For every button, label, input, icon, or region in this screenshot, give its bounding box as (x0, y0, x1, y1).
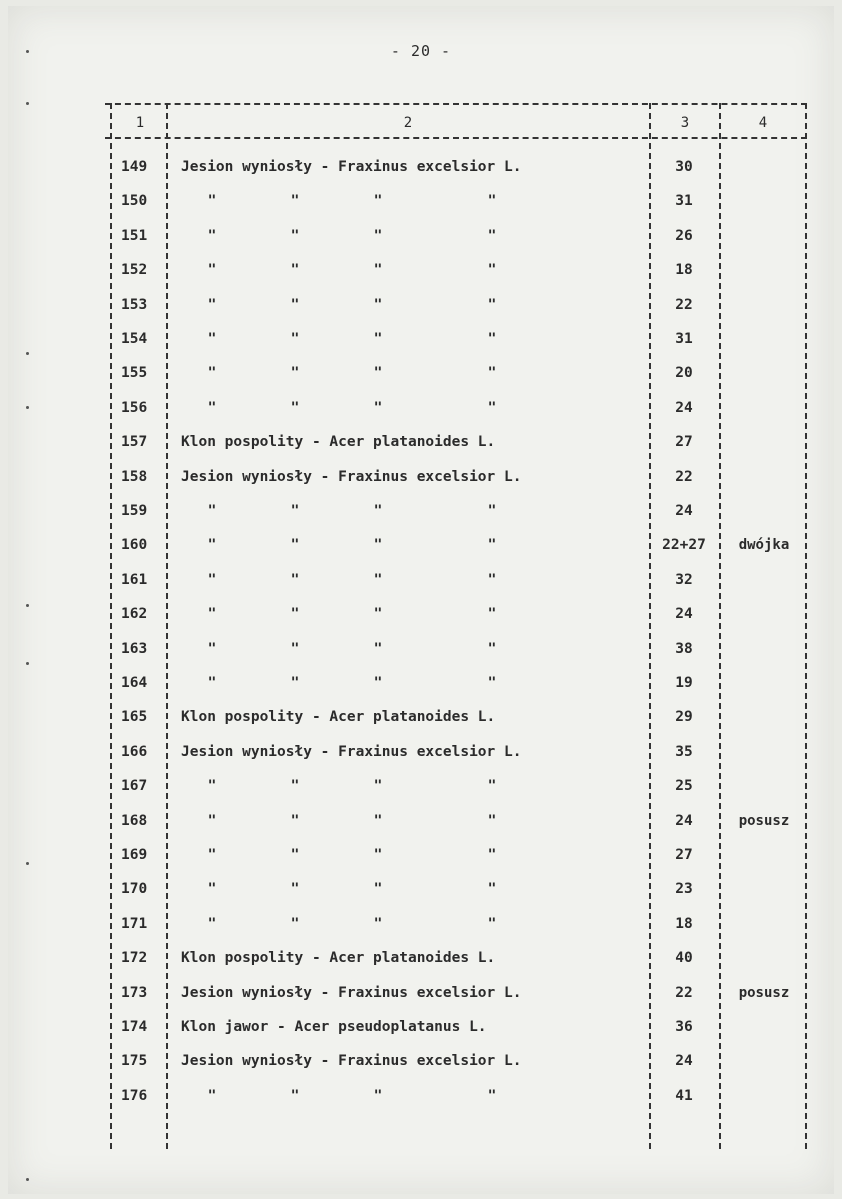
ditto-mark: " (290, 537, 300, 554)
diameter-value: 18 (675, 915, 693, 932)
table-row (105, 185, 807, 219)
ditto-mark: " (207, 365, 217, 382)
row-number: 173 (121, 984, 148, 1001)
ditto-mark: " (373, 262, 383, 279)
ditto-mark: " (207, 778, 217, 795)
table-row (105, 633, 807, 667)
row-number: 154 (121, 331, 148, 347)
ditto-mark: " (487, 331, 497, 347)
document-page (8, 6, 834, 1194)
ditto-mark: " (373, 399, 383, 416)
ditto-mark: " (290, 262, 300, 279)
row-number: 171 (121, 915, 148, 932)
diameter-value: 27 (675, 847, 693, 863)
table-row (105, 564, 807, 598)
ditto-mark: " (207, 331, 217, 347)
table-row (105, 701, 807, 735)
ditto-mark: " (207, 537, 217, 554)
species-name: Jesion wyniosły - Fraxinus excelsior L. (181, 1053, 522, 1070)
diameter-value: 40 (675, 950, 693, 967)
diameter-value: 24 (675, 812, 693, 829)
ditto-mark: " (487, 778, 497, 795)
ditto-mark: " (207, 571, 217, 588)
ditto-mark: " (373, 365, 383, 382)
diameter-value: 31 (675, 193, 693, 210)
diameter-value: 22 (675, 984, 693, 1001)
ditto-mark: " (290, 778, 300, 795)
ditto-mark: " (373, 847, 383, 863)
ditto-mark: " (290, 227, 300, 244)
ditto-mark: " (373, 915, 383, 932)
species-name: Jesion wyniosły - Fraxinus excelsior L. (181, 984, 522, 1001)
diameter-value: 26 (675, 227, 693, 244)
table-row (105, 426, 807, 460)
row-number: 170 (121, 881, 148, 898)
table-row (105, 839, 807, 873)
row-number: 158 (121, 468, 148, 485)
ditto-mark: " (373, 296, 383, 313)
column-header-1: 1 (135, 115, 145, 131)
punch-mark (26, 604, 29, 607)
table-row (105, 942, 807, 976)
ditto-mark: " (290, 503, 300, 519)
ditto-mark: " (487, 537, 497, 554)
ditto-mark: " (207, 296, 217, 313)
ditto-mark: " (487, 881, 497, 898)
species-name: Klon pospolity - Acer platanoides L. (181, 950, 496, 967)
species-name: Jesion wyniosły - Fraxinus excelsior L. (181, 159, 522, 175)
row-number: 174 (121, 1019, 148, 1035)
diameter-value: 38 (675, 640, 693, 657)
column-header-2: 2 (403, 115, 413, 131)
diameter-value: 30 (675, 159, 693, 175)
ditto-mark: " (207, 399, 217, 416)
ditto-mark: " (207, 503, 217, 519)
diameter-value: 24 (675, 399, 693, 416)
table-row (105, 461, 807, 495)
ditto-mark: " (207, 640, 217, 657)
ditto-mark: " (487, 365, 497, 382)
column-header-3: 3 (680, 115, 690, 131)
ditto-mark: " (290, 365, 300, 382)
ditto-mark: " (290, 193, 300, 210)
ditto-mark: " (207, 881, 217, 898)
species-name: Klon jawor - Acer pseudoplatanus L. (181, 1019, 487, 1035)
row-number: 166 (121, 743, 148, 760)
diameter-value: 24 (675, 1053, 693, 1070)
diameter-value: 25 (675, 778, 693, 795)
species-name: Jesion wyniosły - Fraxinus excelsior L. (181, 743, 522, 760)
ditto-mark: " (290, 331, 300, 347)
diameter-value: 22 (675, 468, 693, 485)
remark: dwójka (738, 537, 790, 554)
species-name: Klon pospolity - Acer platanoides L. (181, 709, 496, 726)
diameter-value: 31 (675, 331, 693, 347)
row-number: 153 (121, 296, 148, 313)
table-row (105, 1011, 807, 1045)
ditto-mark: " (487, 399, 497, 416)
page-number: - 20 - (390, 42, 452, 60)
ditto-mark: " (373, 1087, 383, 1104)
punch-mark (26, 352, 29, 355)
ditto-mark: " (487, 571, 497, 588)
ditto-mark: " (290, 812, 300, 829)
row-number: 150 (121, 193, 148, 210)
table-row (105, 736, 807, 770)
ditto-mark: " (373, 537, 383, 554)
table-row (105, 220, 807, 254)
table-row (105, 392, 807, 426)
table-row (105, 529, 807, 563)
ditto-mark: " (207, 675, 217, 691)
row-number: 167 (121, 778, 148, 795)
punch-mark (26, 406, 29, 409)
punch-mark (26, 102, 29, 105)
ditto-mark: " (373, 227, 383, 244)
table-row (105, 495, 807, 529)
diameter-value: 41 (675, 1087, 693, 1104)
row-number: 151 (121, 227, 148, 244)
ditto-mark: " (290, 296, 300, 313)
ditto-mark: " (487, 227, 497, 244)
ditto-mark: " (487, 296, 497, 313)
ditto-mark: " (373, 640, 383, 657)
row-number: 156 (121, 399, 148, 416)
remark: posusz (738, 812, 790, 829)
table-row (105, 289, 807, 323)
table-row (105, 254, 807, 288)
diameter-value: 19 (675, 675, 693, 691)
row-number: 165 (121, 709, 148, 726)
ditto-mark: " (290, 399, 300, 416)
ditto-mark: " (373, 571, 383, 588)
species-name: Klon pospolity - Acer platanoides L. (181, 434, 496, 451)
table-row (105, 323, 807, 357)
ditto-mark: " (373, 675, 383, 691)
row-number: 161 (121, 571, 148, 588)
ditto-mark: " (373, 812, 383, 829)
table-row (105, 770, 807, 804)
ditto-mark: " (207, 606, 217, 623)
remark: posusz (738, 984, 790, 1001)
ditto-mark: " (487, 1087, 497, 1104)
table-row (105, 977, 807, 1011)
table-row (105, 357, 807, 391)
row-number: 152 (121, 262, 148, 279)
table-row (105, 908, 807, 942)
ditto-mark: " (290, 1087, 300, 1104)
row-number: 172 (121, 950, 148, 967)
ditto-mark: " (290, 915, 300, 932)
diameter-value: 36 (675, 1019, 693, 1035)
species-name: Jesion wyniosły - Fraxinus excelsior L. (181, 468, 522, 485)
table-header-divider (105, 137, 807, 139)
ditto-mark: " (207, 227, 217, 244)
row-number: 169 (121, 847, 148, 863)
row-number: 159 (121, 503, 148, 519)
row-number: 163 (121, 640, 148, 657)
column-header-4: 4 (758, 115, 768, 131)
table-row (105, 667, 807, 701)
row-number: 160 (121, 537, 148, 554)
row-number: 175 (121, 1053, 148, 1070)
diameter-value: 27 (675, 434, 693, 451)
ditto-mark: " (290, 847, 300, 863)
ditto-mark: " (207, 812, 217, 829)
ditto-mark: " (487, 675, 497, 691)
tree-inventory-table (105, 99, 807, 1149)
diameter-value: 32 (675, 571, 693, 588)
row-number: 157 (121, 434, 148, 451)
punch-mark (26, 662, 29, 665)
table-top-border (105, 103, 807, 105)
table-row (105, 1045, 807, 1079)
diameter-value: 22+27 (662, 537, 706, 554)
ditto-mark: " (487, 193, 497, 210)
diameter-value: 24 (675, 503, 693, 519)
ditto-mark: " (487, 503, 497, 519)
diameter-value: 29 (675, 709, 693, 726)
ditto-mark: " (373, 331, 383, 347)
ditto-mark: " (373, 778, 383, 795)
ditto-mark: " (487, 606, 497, 623)
ditto-mark: " (290, 640, 300, 657)
ditto-mark: " (290, 675, 300, 691)
diameter-value: 18 (675, 262, 693, 279)
ditto-mark: " (290, 571, 300, 588)
ditto-mark: " (290, 606, 300, 623)
ditto-mark: " (487, 915, 497, 932)
table-row (105, 873, 807, 907)
ditto-mark: " (207, 262, 217, 279)
ditto-mark: " (290, 881, 300, 898)
table-row (105, 151, 807, 185)
ditto-mark: " (373, 606, 383, 623)
row-number: 149 (121, 159, 148, 175)
diameter-value: 20 (675, 365, 693, 382)
punch-mark (26, 862, 29, 865)
punch-mark (26, 1178, 29, 1181)
table-row (105, 805, 807, 839)
row-number: 168 (121, 812, 148, 829)
ditto-mark: " (487, 640, 497, 657)
ditto-mark: " (207, 193, 217, 210)
ditto-mark: " (207, 1087, 217, 1104)
ditto-mark: " (487, 847, 497, 863)
ditto-mark: " (373, 193, 383, 210)
table-row (105, 598, 807, 632)
table-row (105, 1080, 807, 1114)
diameter-value: 23 (675, 881, 693, 898)
row-number: 155 (121, 365, 148, 382)
row-number: 162 (121, 606, 148, 623)
diameter-value: 22 (675, 296, 693, 313)
row-number: 176 (121, 1087, 148, 1104)
diameter-value: 35 (675, 743, 693, 760)
ditto-mark: " (487, 262, 497, 279)
ditto-mark: " (207, 915, 217, 932)
ditto-mark: " (373, 881, 383, 898)
diameter-value: 24 (675, 606, 693, 623)
ditto-mark: " (207, 847, 217, 863)
row-number: 164 (121, 675, 148, 691)
ditto-mark: " (373, 503, 383, 519)
ditto-mark: " (487, 812, 497, 829)
